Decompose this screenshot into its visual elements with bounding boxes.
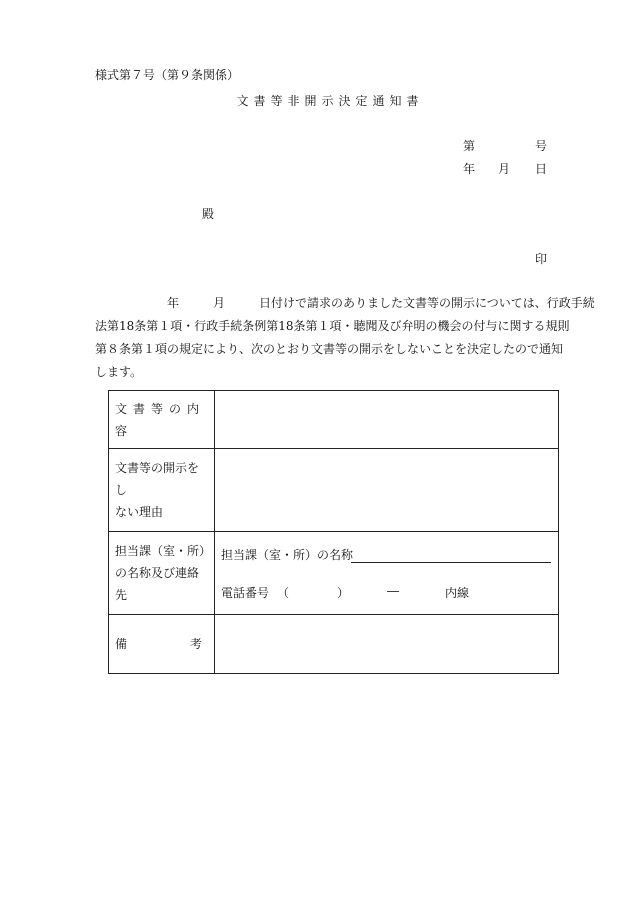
reason-value-cell[interactable] <box>215 449 559 532</box>
form-number: 様式第７号（第９条関係） <box>95 68 240 82</box>
table-row <box>109 391 559 449</box>
document-number-prefix: 第 <box>463 139 476 153</box>
remarks-value-cell[interactable] <box>215 615 559 674</box>
body-month: 月 <box>213 296 226 310</box>
table-row <box>109 449 559 532</box>
document-number-suffix: 号 <box>535 139 548 153</box>
contact-label-line-1: 担当課（室・所） <box>115 544 212 558</box>
document-title: 文書等非開示決定通知書 <box>236 94 424 108</box>
content-label-cell <box>109 391 215 449</box>
table-row <box>109 532 559 615</box>
extension-label: 内線 <box>445 586 470 600</box>
phone-paren-open: （ <box>277 586 290 600</box>
seal-mark: 印 <box>535 252 548 266</box>
addressee-honorific: 殿 <box>202 207 215 221</box>
remarks-label-cell <box>109 615 215 674</box>
content-value-cell[interactable] <box>215 391 559 449</box>
body-year: 年 <box>167 296 180 310</box>
remarks-label-left: 備 <box>115 637 128 651</box>
contact-label-line-2: の名称及び連絡先 <box>115 566 200 602</box>
reason-label-line-1: 文書等の開示をし <box>115 461 200 497</box>
table-row <box>109 615 559 674</box>
phone-dash: ― <box>387 584 399 598</box>
reason-label-line-2: ない理由 <box>115 505 164 519</box>
body-line-1-text: 日付けで請求のありました文書等の開示については、行政手続 <box>259 296 595 310</box>
reason-label-cell <box>109 449 215 532</box>
body-line-1 <box>95 292 595 315</box>
body-line-2: 法第18条第１項・行政手続条例第18条第１項・聴聞及び弁明の機会の付与に関する規則 <box>95 319 570 333</box>
content-label: 文書等の内容 <box>115 401 206 438</box>
phone-paren-close: ） <box>337 586 350 600</box>
phone-label: 電話番号 <box>221 586 270 600</box>
date-year: 年 <box>463 162 476 176</box>
contact-label-cell <box>109 532 215 615</box>
remarks-label <box>115 633 210 655</box>
date-day: 日 <box>535 162 548 176</box>
contact-value-cell <box>215 532 559 615</box>
remarks-label-right: 考 <box>189 637 202 651</box>
body-line-4: します。 <box>95 365 143 379</box>
date-month: 月 <box>498 162 511 176</box>
department-name-field[interactable] <box>351 562 551 563</box>
notice-body <box>95 292 595 384</box>
notice-table <box>108 390 559 674</box>
body-line-3: 第８条第１項の規定により、次のとおり文書等の開示をしないことを決定したので通知 <box>95 342 564 356</box>
department-name-label: 担当課（室・所）の名称 <box>221 548 354 562</box>
